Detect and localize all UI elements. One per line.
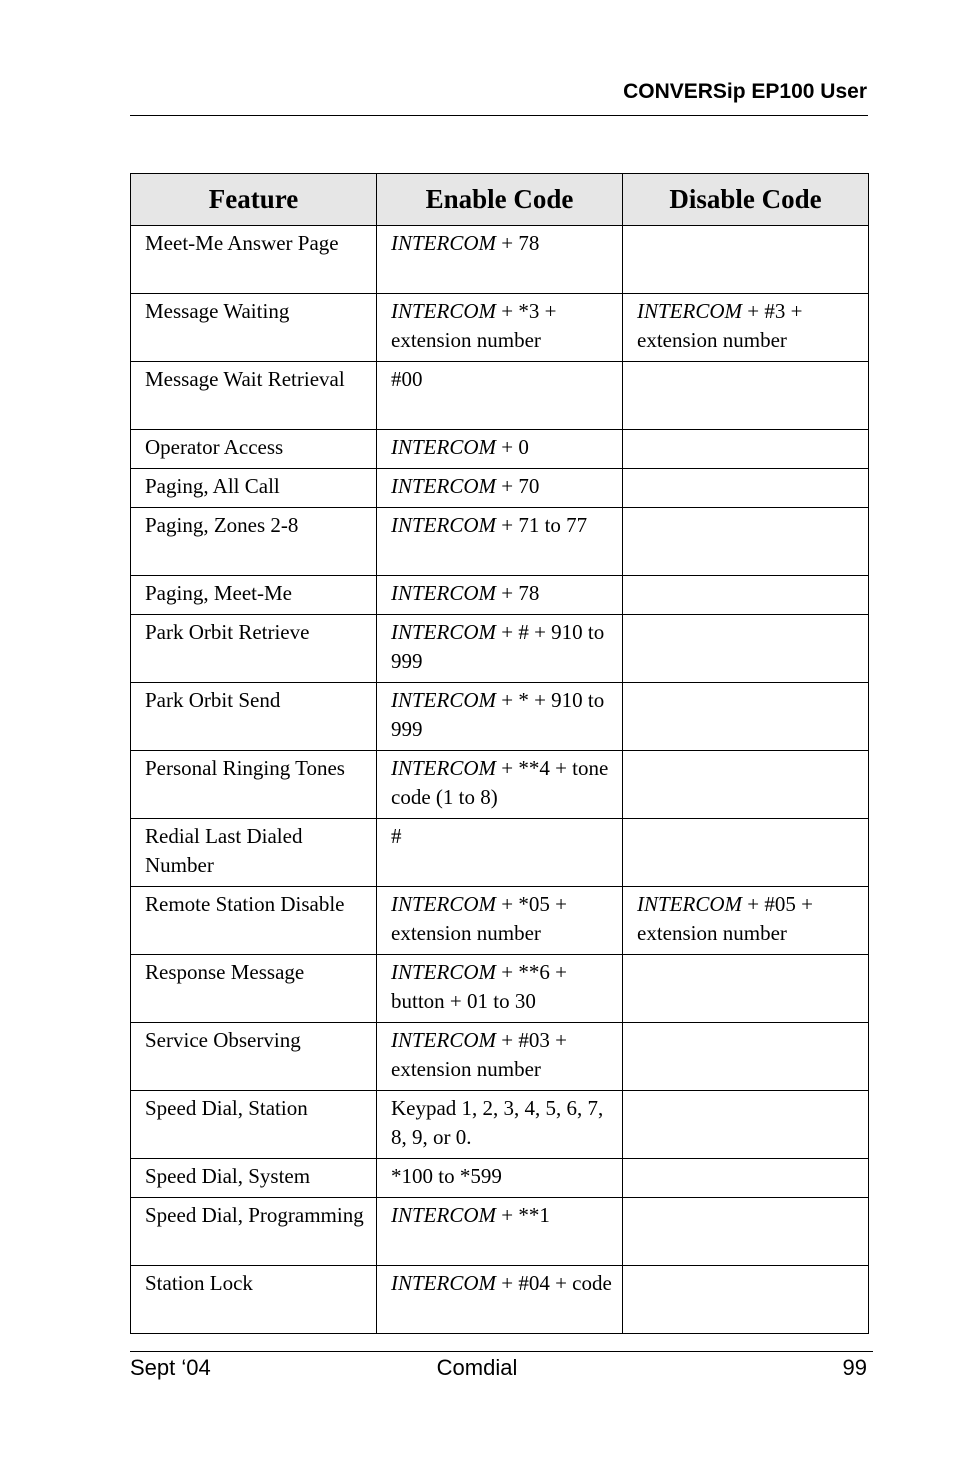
enable-code-value: + 71 to 77: [496, 513, 588, 537]
table-row: [131, 887, 869, 955]
enable-code-cell: [377, 1023, 623, 1091]
table-row: [131, 362, 869, 430]
feature-cell: Paging, All Call: [131, 469, 377, 508]
footer-rule: [130, 1351, 873, 1352]
feature-cell: Message Waiting: [131, 294, 377, 362]
enable-code-value: #00: [391, 367, 423, 391]
disable-code-keyword: INTERCOM: [637, 892, 742, 916]
table-body: [131, 226, 869, 1334]
disable-code-cell: [623, 1091, 869, 1159]
enable-code-cell: [377, 1159, 623, 1198]
disable-code-cell: [623, 615, 869, 683]
enable-code-keyword: INTERCOM: [391, 474, 496, 498]
enable-code-keyword: INTERCOM: [391, 960, 496, 984]
footer-date: Sept ‘04: [130, 1355, 211, 1380]
enable-code-cell: [377, 1198, 623, 1266]
enable-code-value: + *3 + extension number: [391, 299, 557, 352]
enable-code-cell: [377, 1091, 623, 1159]
enable-code-value: + #04 + code: [496, 1271, 612, 1295]
disable-code-value: + #05 + extension number: [637, 892, 813, 945]
enable-code-keyword: INTERCOM: [391, 688, 496, 712]
enable-code-value: + **6 + button + 01 to 30: [391, 960, 567, 1013]
feature-cell: Speed Dial, Station: [131, 1091, 377, 1159]
enable-code-keyword: INTERCOM: [391, 435, 496, 459]
disable-code-cell: [623, 1198, 869, 1266]
disable-code-cell: [623, 469, 869, 508]
feature-cell: Speed Dial, System: [131, 1159, 377, 1198]
header-title: CONVERSip EP100 User: [623, 80, 867, 103]
disable-code-cell: [623, 226, 869, 294]
table-row: [131, 430, 869, 469]
enable-code-cell: [377, 819, 623, 887]
disable-code-cell: [623, 576, 869, 615]
disable-code-cell: [623, 1266, 869, 1334]
footer-page-number: 99: [842, 1355, 867, 1380]
table-row: [131, 615, 869, 683]
table-row: [131, 955, 869, 1023]
disable-code-cell: [623, 1023, 869, 1091]
disable-code-cell: [623, 294, 869, 362]
enable-code-cell: [377, 955, 623, 1023]
feature-cell: Operator Access: [131, 430, 377, 469]
enable-code-cell: [377, 751, 623, 819]
feature-cell: Meet-Me Answer Page: [131, 226, 377, 294]
column-header-feature: Feature: [131, 174, 377, 226]
column-header-disable-code: Disable Code: [623, 174, 869, 226]
enable-code-value: + 78: [496, 231, 540, 255]
table-row: [131, 576, 869, 615]
enable-code-keyword: INTERCOM: [391, 1203, 496, 1227]
enable-code-cell: [377, 469, 623, 508]
enable-code-cell: [377, 683, 623, 751]
table-row: [131, 1159, 869, 1198]
feature-cell: Station Lock: [131, 1266, 377, 1334]
enable-code-cell: [377, 294, 623, 362]
enable-code-cell: [377, 226, 623, 294]
feature-cell: Response Message: [131, 955, 377, 1023]
enable-code-value: + # + 910 to 999: [391, 620, 605, 673]
table-row: [131, 683, 869, 751]
feature-cell: Message Wait Retrieval: [131, 362, 377, 430]
disable-code-value: + #3 + extension number: [637, 299, 803, 352]
disable-code-cell: [623, 1159, 869, 1198]
enable-code-keyword: INTERCOM: [391, 756, 496, 780]
footer-company: Comdial: [436, 1355, 518, 1380]
table-row: [131, 469, 869, 508]
table-row: [131, 1266, 869, 1334]
enable-code-keyword: INTERCOM: [391, 581, 496, 605]
column-header-enable-code: Enable Code: [377, 174, 623, 226]
feature-cell: Park Orbit Send: [131, 683, 377, 751]
enable-code-value: + *05 + extension number: [391, 892, 567, 945]
enable-code-keyword: INTERCOM: [391, 1271, 496, 1295]
feature-cell: Paging, Zones 2-8: [131, 508, 377, 576]
enable-code-value: + #03 + extension number: [391, 1028, 567, 1081]
enable-code-value: #: [391, 824, 402, 848]
table-header-row: [131, 174, 869, 226]
table-row: [131, 226, 869, 294]
enable-code-value: Keypad 1, 2, 3, 4, 5, 6, 7, 8, 9, or 0.: [391, 1096, 604, 1149]
feature-cell: Speed Dial, Programming: [131, 1198, 377, 1266]
feature-cell: Remote Station Disable: [131, 887, 377, 955]
disable-code-cell: [623, 819, 869, 887]
enable-code-keyword: INTERCOM: [391, 892, 496, 916]
table-row: [131, 1198, 869, 1266]
enable-code-value: *100 to *599: [391, 1164, 502, 1188]
disable-code-cell: [623, 955, 869, 1023]
enable-code-value: + 70: [496, 474, 540, 498]
disable-code-cell: [623, 362, 869, 430]
enable-code-cell: [377, 362, 623, 430]
enable-code-cell: [377, 615, 623, 683]
table-row: [131, 508, 869, 576]
feature-cell: Personal Ringing Tones: [131, 751, 377, 819]
enable-code-keyword: INTERCOM: [391, 231, 496, 255]
disable-code-cell: [623, 751, 869, 819]
disable-code-cell: [623, 508, 869, 576]
enable-code-cell: [377, 430, 623, 469]
table-row: [131, 1023, 869, 1091]
feature-code-table: [130, 173, 869, 1334]
table-row: [131, 819, 869, 887]
enable-code-keyword: INTERCOM: [391, 1028, 496, 1052]
feature-cell: Service Observing: [131, 1023, 377, 1091]
table-row: [131, 294, 869, 362]
disable-code-keyword: INTERCOM: [637, 299, 742, 323]
enable-code-cell: [377, 1266, 623, 1334]
disable-code-cell: [623, 887, 869, 955]
enable-code-keyword: INTERCOM: [391, 513, 496, 537]
feature-cell: Redial Last Dialed Number: [131, 819, 377, 887]
enable-code-value: + 0: [496, 435, 529, 459]
feature-cell: Park Orbit Retrieve: [131, 615, 377, 683]
enable-code-keyword: INTERCOM: [391, 299, 496, 323]
enable-code-value: + **1: [496, 1203, 550, 1227]
table-row: [131, 1091, 869, 1159]
feature-cell: Paging, Meet-Me: [131, 576, 377, 615]
enable-code-keyword: INTERCOM: [391, 620, 496, 644]
enable-code-value: + * + 910 to 999: [391, 688, 605, 741]
enable-code-cell: [377, 576, 623, 615]
enable-code-cell: [377, 887, 623, 955]
enable-code-cell: [377, 508, 623, 576]
disable-code-cell: [623, 683, 869, 751]
enable-code-value: + 78: [496, 581, 540, 605]
enable-code-value: + **4 + tone code (1 to 8): [391, 756, 609, 809]
table-row: [131, 751, 869, 819]
header-rule: [130, 115, 868, 116]
disable-code-cell: [623, 430, 869, 469]
